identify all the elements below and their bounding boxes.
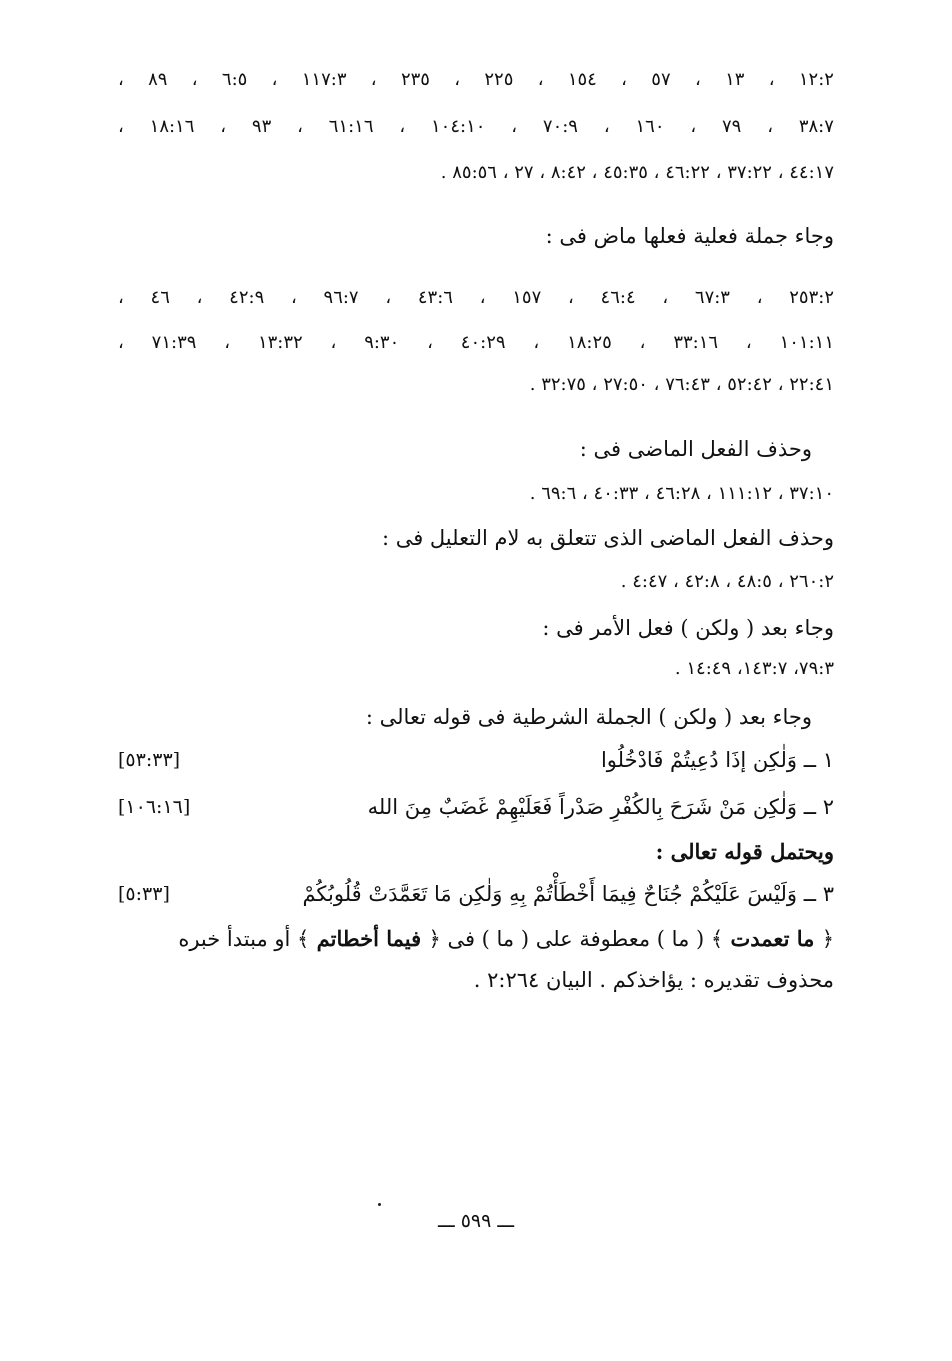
note-line-1 [118,925,834,953]
ornate-bracket-close: ﴾ [710,927,724,951]
deleted-lam-refs: ٢٦٠:٢ ، ٤٨:٥ ، ٤٢:٨ ، ٤:٤٧ . [620,571,834,592]
refs-line-3: ٤٤:١٧ ، ٣٧:٢٢ ، ٤٦:٢٢ ، ٤٥:٣٥ ، ٨:٤٢ ، ٢٧ ، ٨٥:٥٦ . [440,162,834,183]
verse-2-text: ٢ ــ وَلٰكِن مَنْ شَرَحَ بِالكُفْرِ صَدْراً فَعَلَيْهِمْ غَضَبٌ مِنَ الله [367,795,834,819]
quoted-phrase-1: ما تعمدت [723,926,822,951]
verse-1-ref: [٥٣:٣٣] [118,749,181,771]
verse-3 [118,880,834,908]
ornate-bracket-open: ﴿ [428,927,441,951]
note-line-2: محذوف تقديره : يؤاخذكم . البيان ٢:٢٦٤ . [473,968,834,992]
verse-3-ref: [٥:٣٣] [118,883,170,905]
past-refs-line-3: ٢٢:٤١ ، ٥٢:٤٢ ، ٧٦:٤٣ ، ٢٧:٥٠ ، ٣٢:٧٥ . [529,374,834,395]
refs-line-1: ١٢:٢ ، ١٣ ، ٥٧ ، ١٥٤ ، ٢٢٥ ، ٢٣٥ ، ١١٧:٣ ، ٦:٥ ، ٨٩ ، [118,69,834,90]
heading-conditional: وجاء بعد ( ولكن ) الجملة الشرطية فى قوله تعالى : [365,705,812,729]
deleted-past-refs: ٣٧:١٠ ، ١١١:١٢ ، ٤٦:٢٨ ، ٤٠:٣٣ ، ٦٩:٦ . [529,483,834,504]
ornate-bracket-open: ﴿ [821,927,834,951]
heading-imperative: وجاء بعد ( ولكن ) فعل الأمر فى : [542,616,834,640]
verse-2 [118,793,834,821]
verse-2-ref: [١٠٦:١٦] [118,796,191,818]
note-middle: ( ما ) معطوفة على ( ما ) فى [440,927,711,951]
past-refs-line-2: ١٠١:١١ ، ٣٣:١٦ ، ١٨:٢٥ ، ٤٠:٢٩ ، ٩:٣٠ ، ١٣:٣٢ ، ٧١:٣٩ ، [118,332,834,353]
past-refs-line-1: ٢٥٣:٢ ، ٦٧:٣ ، ٤٦:٤ ، ١٥٧ ، ٤٣:٦ ، ٩٦:٧ ، ٤٢:٩ ، ٤٦ ، [118,287,835,308]
imperative-refs: ٧٩:٣، ١٤٣:٧، ١٤:٤٩ . [674,658,834,679]
heading-deleted-lam: وحذف الفعل الماضى الذى تتعلق به لام التعليل فى : [381,526,834,550]
quoted-phrase-2: فيما أخطاتم [309,926,429,951]
page-number: ـــ ٥٩٩ ـــ [437,1210,515,1232]
ornate-bracket-close: ﴾ [297,927,310,951]
verse-1 [118,746,834,774]
heading-deleted-past: وحذف الفعل الماضى فى : [579,437,812,461]
verse-3-text: ٣ ــ وَلَيْسَ عَلَيْكُمْ جُنَاحٌ فِيمَا أَخْطَأْتُمْ بِهِ وَلٰكِن مَا تَعَمَّدَتْ قُلُوبُكُمْ [302,882,834,906]
stray-dot [378,1203,381,1206]
verse-1-text: ١ ــ وَلٰكِن إذَا دُعِيتُمْ فَادْخُلُوا [600,748,834,772]
heading-possible: ويحتمل قوله تعالى : [655,839,834,864]
heading-past-verb: وجاء جملة فعلية فعلها ماض فى : [545,224,834,248]
refs-line-2: ٣٨:٧ ، ٧٩ ، ١٦٠ ، ٧٠:٩ ، ١٠٤:١٠ ، ٦١:١٦ ، ٩٣ ، ١٨:١٦ ، [118,116,834,137]
note-end: أو مبتدأ خبره [178,927,298,951]
